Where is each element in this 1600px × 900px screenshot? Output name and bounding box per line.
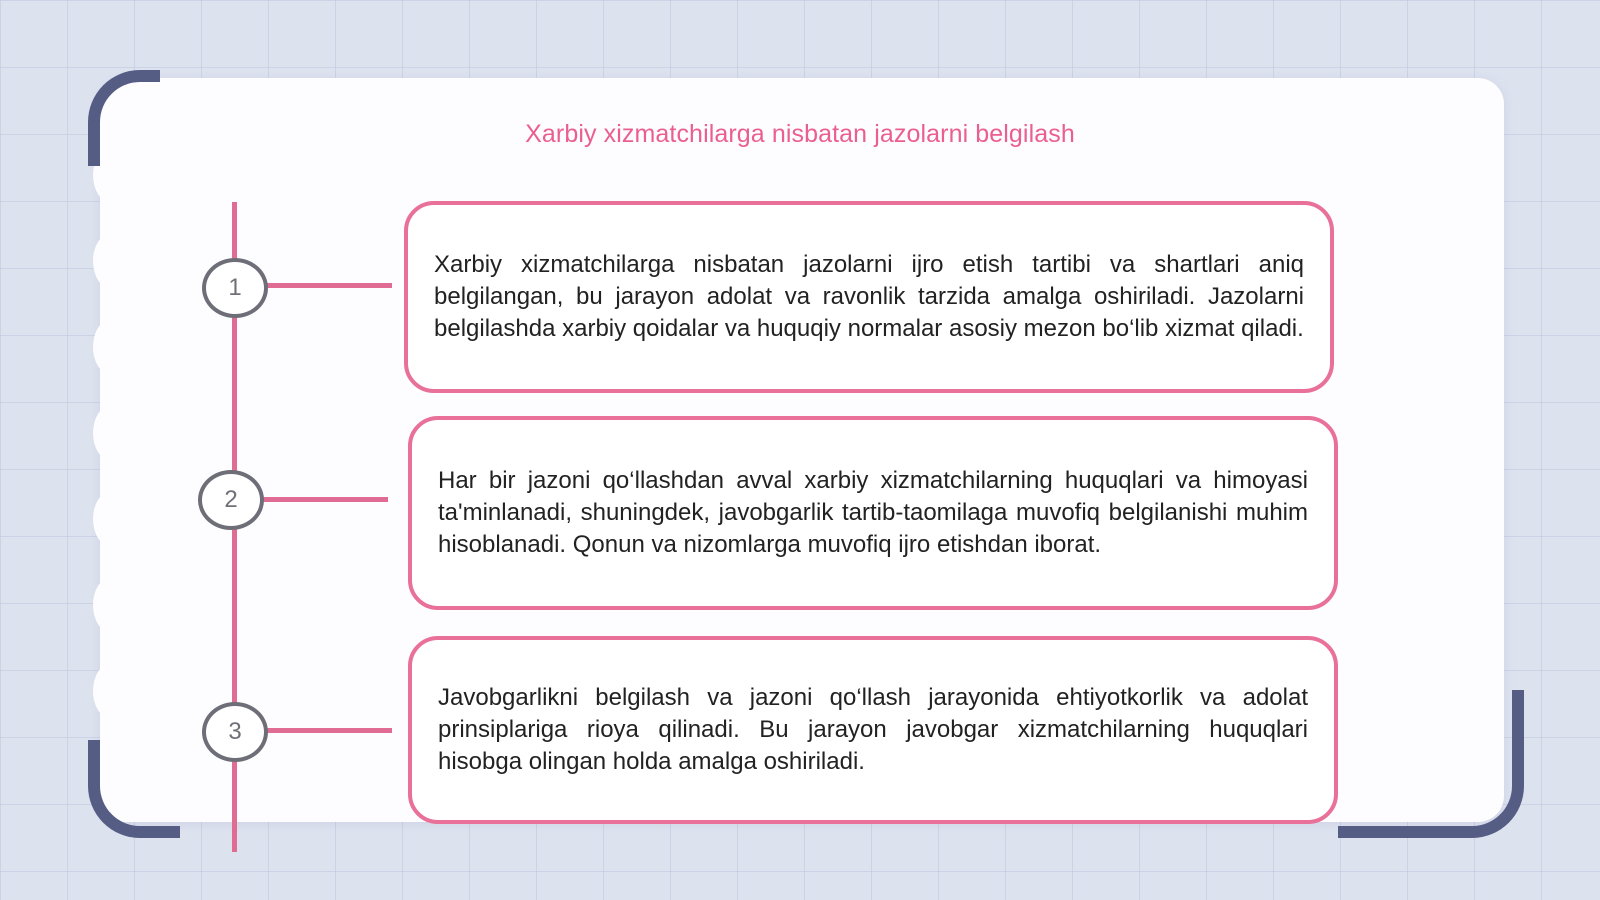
frame-corner-bottom-left bbox=[88, 740, 180, 838]
paper-scallop bbox=[93, 492, 127, 546]
connector-line-3 bbox=[266, 728, 392, 733]
frame-corner-bottom-right bbox=[1338, 690, 1524, 838]
paper-scallop bbox=[93, 578, 127, 632]
paper-scallop bbox=[93, 234, 127, 288]
connector-line-1 bbox=[266, 283, 392, 288]
step-number-2: 2 bbox=[198, 470, 264, 530]
step-box-1 bbox=[404, 201, 1334, 393]
frame-corner-top-left bbox=[88, 70, 160, 166]
step-box-2 bbox=[408, 416, 1338, 610]
slide-title: Xarbiy xizmatchilarga nisbatan jazolarni belgilash bbox=[525, 120, 1075, 148]
step-text-2: Har bir jazoni qo‘llashdan avval xarbiy xizmatchilarning huquqlari va himoyasi ta'minlanadi, shuningdek, javobgarlik tartib-taomilaga muvofiq belgilanishi muhim hisoblanadi. Qonun va nizomlarga muvofiq ijro etishdan iborat. bbox=[438, 467, 1308, 558]
connector-line-2 bbox=[262, 497, 388, 502]
paper-scallop bbox=[93, 664, 127, 718]
paper-scallop bbox=[93, 406, 127, 460]
step-number-1: 1 bbox=[202, 258, 268, 318]
step-text-3: Javobgarlikni belgilash va jazoni qo‘llash jarayonida ehtiyotkorlik va adolat prinsiplariga rioya qilinadi. Bu jarayon javobgar xizmatchilarning huquqlari hisobga olingan holda amalga oshiriladi. bbox=[438, 684, 1308, 775]
paper-scallop bbox=[93, 320, 127, 374]
step-number-3: 3 bbox=[202, 702, 268, 762]
step-box-3 bbox=[408, 636, 1338, 824]
step-text-1: Xarbiy xizmatchilarga nisbatan jazolarni ijro etish tartibi va shartlari aniq belgilangan, bu jarayon adolat va ravonlik tarzida amalga oshiriladi. Jazolarni belgilashda xarbiy qoidalar va huquqiy normalar asosiy mezon bo‘lib xizmat qiladi. bbox=[434, 251, 1304, 342]
